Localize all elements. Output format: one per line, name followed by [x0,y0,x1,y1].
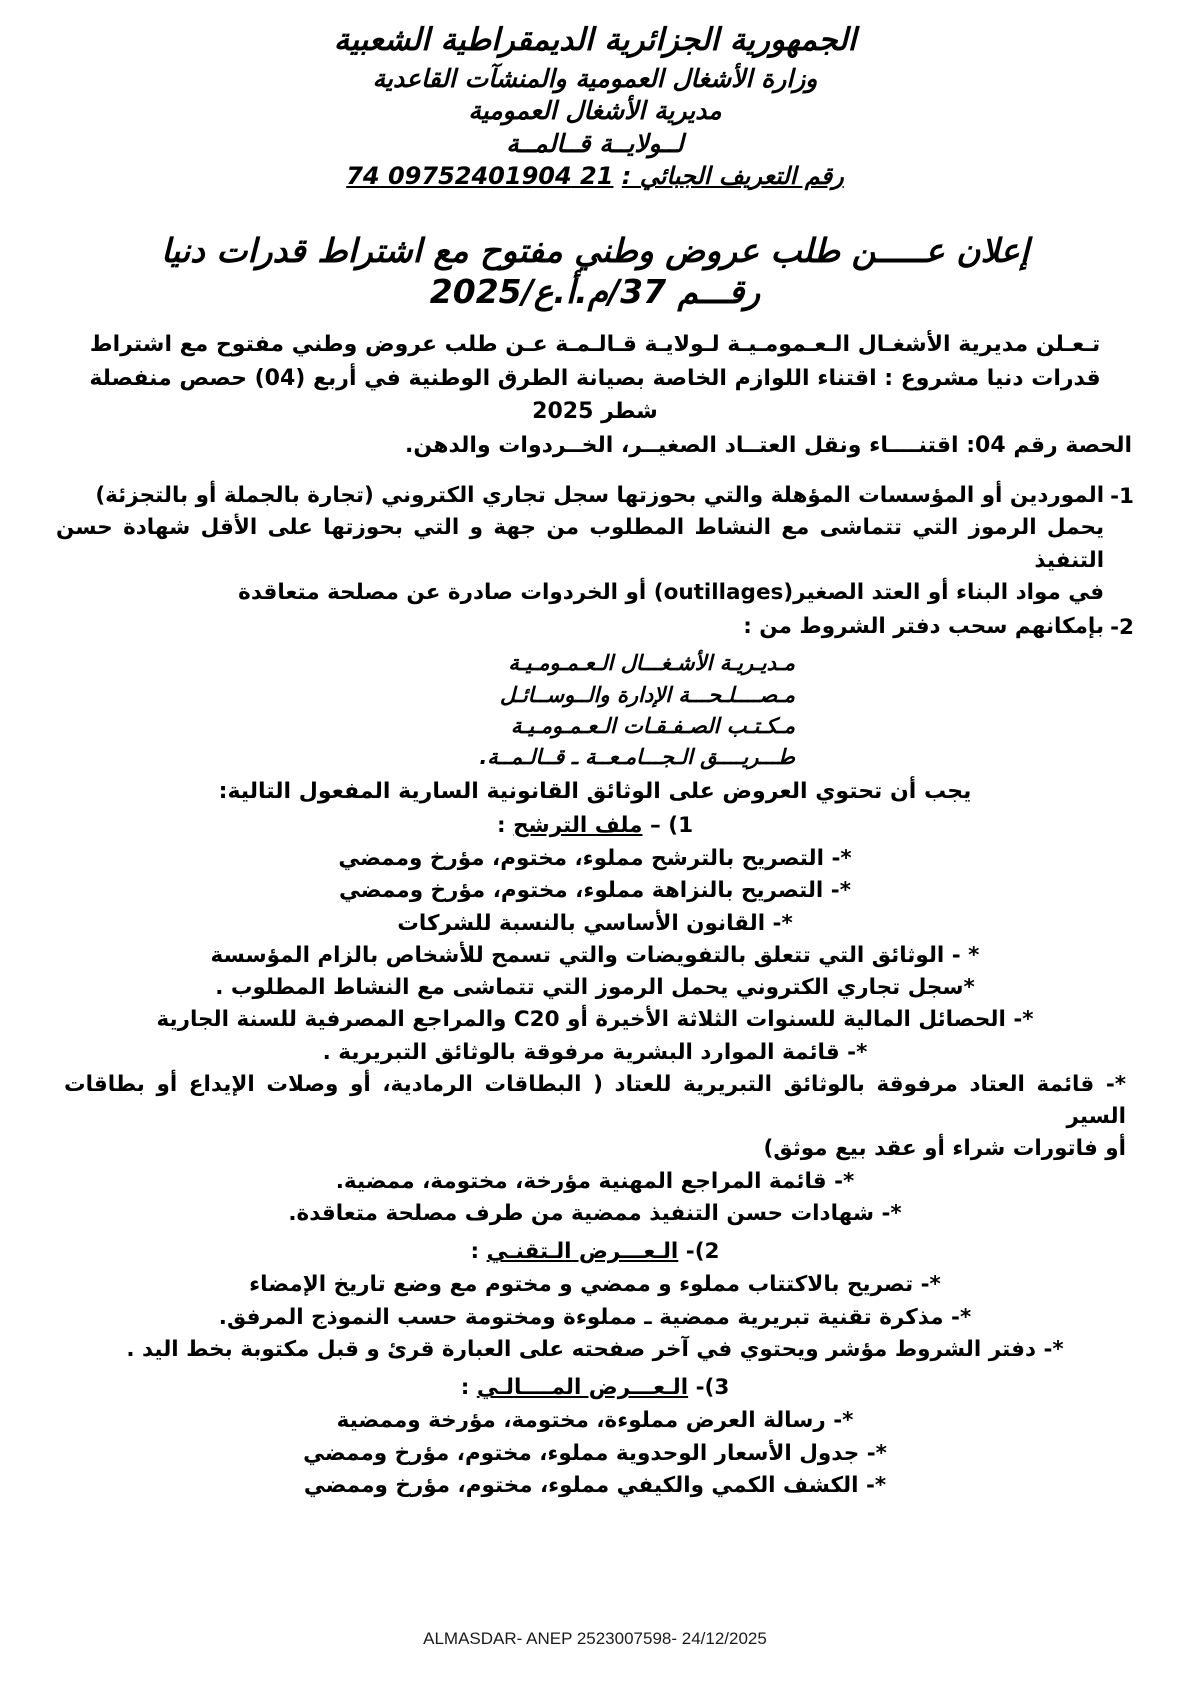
header-directorate-line: مديرية الأشغال العمومية [468,96,722,126]
header-ministry-line: وزارة الأشغال العمومية والمنشآت القاعدية [372,63,818,93]
list-item: *- الكشف الكمي والكيفي مملوء، مختوم، مؤرخ وممضي [303,1472,887,1498]
intro-line-2: قدرات دنيا مشروع : اقتناء اللوازم الخاصة بصيانة الطرق الوطنية في أربع (04) حصص منفصلة شطر 2025 [89,365,1101,425]
list-item-text-continued: أو فاتورات شراء أو عقد بيع موثق) [763,1136,1126,1162]
section-technical-offer [0,1236,1190,1366]
condition-2-number: 2- [1110,615,1134,641]
tax-identification-line [0,162,1190,190]
condition-item-2 [56,611,1134,644]
section-1-colon: : [496,812,506,838]
address-line-text: مـصــــلـحـــة الإدارة والــوســائـل [499,682,795,707]
withdrawal-address-block [0,648,1190,772]
condition-1-number: 1- [1110,484,1134,510]
section-2-items [58,1269,1132,1366]
footer-reference: ALMASDAR- ANEP 2523007598- 24/12/2025 [423,1629,767,1648]
list-item: *- مذكرة تقنية تبريرية ممضية ـ مملوءة ومختومة حسب النموذج المرفق. [218,1304,972,1330]
section-1-number: 1) [668,812,694,838]
announcement-title: إعلان عـــــن طلب عروض وطني مفتوح مع اشتراط قدرات دنيا [160,231,1030,271]
section-financial-offer [0,1372,1190,1502]
list-item [58,1069,1132,1166]
list-item: *- القانون الأساسي بالنسبة للشركات [397,910,793,936]
address-line [365,680,795,711]
announcement-number: رقـــم 37/م.أ.ع/2025 [429,272,761,312]
header-wilaya-line: لــولايــة قــالمــة [506,128,684,158]
section-1-items [58,843,1132,1230]
list-item: *سجل تجاري الكتروني يحمل الرموز التي تتماشى مع النشاط المطلوب . [215,975,975,1001]
intro-line-3: الحصة رقم 04: اقتنــــاء ونقل العتــاد الصغيــر، الخــردوات والدهن. [405,432,1132,458]
list-item: *- رسالة العرض مملوءة، مختومة، مؤرخة وممضية [336,1408,854,1434]
condition-1-line-3: في مواد البناء أو العتد الصغير(outillages) أو الخردوات صادرة عن مصلحة متعاقدة [238,579,1105,605]
list-item: * - الوثائق التي تتعلق بالتفويضات والتي تسمح للأشخاص بالزام المؤسسة [210,942,980,968]
list-item: *- التصريح بالنزاهة مملوء، مختوم، مؤرخ وممضي [339,878,851,904]
address-line [365,711,795,742]
condition-2-line-1: بإمكانهم سحب دفتر الشروط من : [743,614,1105,640]
section-2-title: الـعـــرض الـتقنـي [486,1239,679,1265]
condition-item-1 [56,480,1134,609]
address-line-text: طـــريــــق الـجـــامـعــة ـ قــالـمــة. [479,744,795,769]
header-country-line: الجمهورية الجزائرية الديمقراطية الشعبية [333,22,857,58]
tax-id-number: 21 09752401904 74 [346,162,614,191]
section-1-heading [58,810,1132,842]
section-3-heading [58,1372,1132,1404]
address-line [365,742,795,773]
list-item: *- قائمة الموارد البشرية مرفوقة بالوثائق التبريرية . [322,1039,868,1065]
condition-1-line-1: الموردين أو المؤسسات المؤهلة والتي بحوزتها سجل تجاري الكتروني (تجارة بالجملة أو بالتجزئة) [95,483,1105,509]
list-item: *- الحصائل المالية للسنوات الثلاثة الأخيرة أو C20 والمراجع المصرفية للسنة الجارية [156,1007,1034,1033]
list-item: *- تصريح بالاكتتاب مملوء و ممضي و مختوم مع وضع تاريخ الإمضاء [249,1272,941,1298]
conditions-list [0,480,1190,644]
address-line [365,648,795,679]
section-2-heading [58,1236,1132,1268]
section-2-number: 2)- [685,1239,720,1265]
section-3-colon: : [460,1375,470,1401]
section-candidacy-file [0,810,1190,1230]
section-3-title: الـعـــرض المــــالـي [476,1375,689,1401]
list-item: *- جدول الأسعار الوحدوية مملوء، مختوم، مؤرخ وممضي [303,1440,887,1466]
required-documents-intro: يجب أن تحتوي العروض على الوثائق القانونية السارية المفعول التالية: [218,778,972,804]
list-item: *- التصريح بالترشح مملوء، مختوم، مؤرخ وممضي [338,846,852,872]
address-line-text: مـكـتـب الصـفـقـات الـعـمـومـيـة [510,713,795,738]
condition-2-body [56,611,1104,643]
section-3-items [58,1405,1132,1502]
list-item: *- قائمة المراجع المهنية مؤرخة، مختومة، ممضية. [335,1168,855,1194]
condition-1-body [56,480,1104,609]
section-3-number: 3)- [695,1375,730,1401]
document-header [0,0,1190,190]
section-2-colon: : [470,1239,480,1265]
intro-paragraph [0,328,1190,462]
condition-1-line-2: يحمل الرموز التي تتماشى مع النشاط المطلوب من جهة و التي بحوزتها على الأقل شهادة حسن التنفيذ [56,515,1105,573]
list-item: *- دفتر الشروط مؤشر ويحتوي في آخر صفحته على العبارة قرئ و قبل مكتوبة بخط اليد . [126,1336,1064,1362]
tax-id-label: رقم التعريف الجبائي : [621,162,844,191]
list-item-text: *- قائمة العتاد مرفوقة بالوثائق التبريرية للعتاد ( البطاقات الرمادية، أو وصلات الإيداع أو بطاقات السير [64,1071,1126,1130]
section-1-dash: – [649,812,661,838]
intro-line-1: تـعـلن مديرية الأشغـال الـعـمومـيـة لـولايـة قـالـمـة عـن طلب عروض وطني مفتوح مع اشتراط [89,332,1101,358]
section-1-title: ملف الترشح [513,812,643,838]
announcement-title-block [0,230,1190,312]
list-item: *- شهادات حسن التنفيذ ممضية من طرف مصلحة متعاقدة. [288,1200,902,1226]
address-line-text: مـديـريـة الأشـغـــال الـعـمـومـيـة [508,651,795,676]
